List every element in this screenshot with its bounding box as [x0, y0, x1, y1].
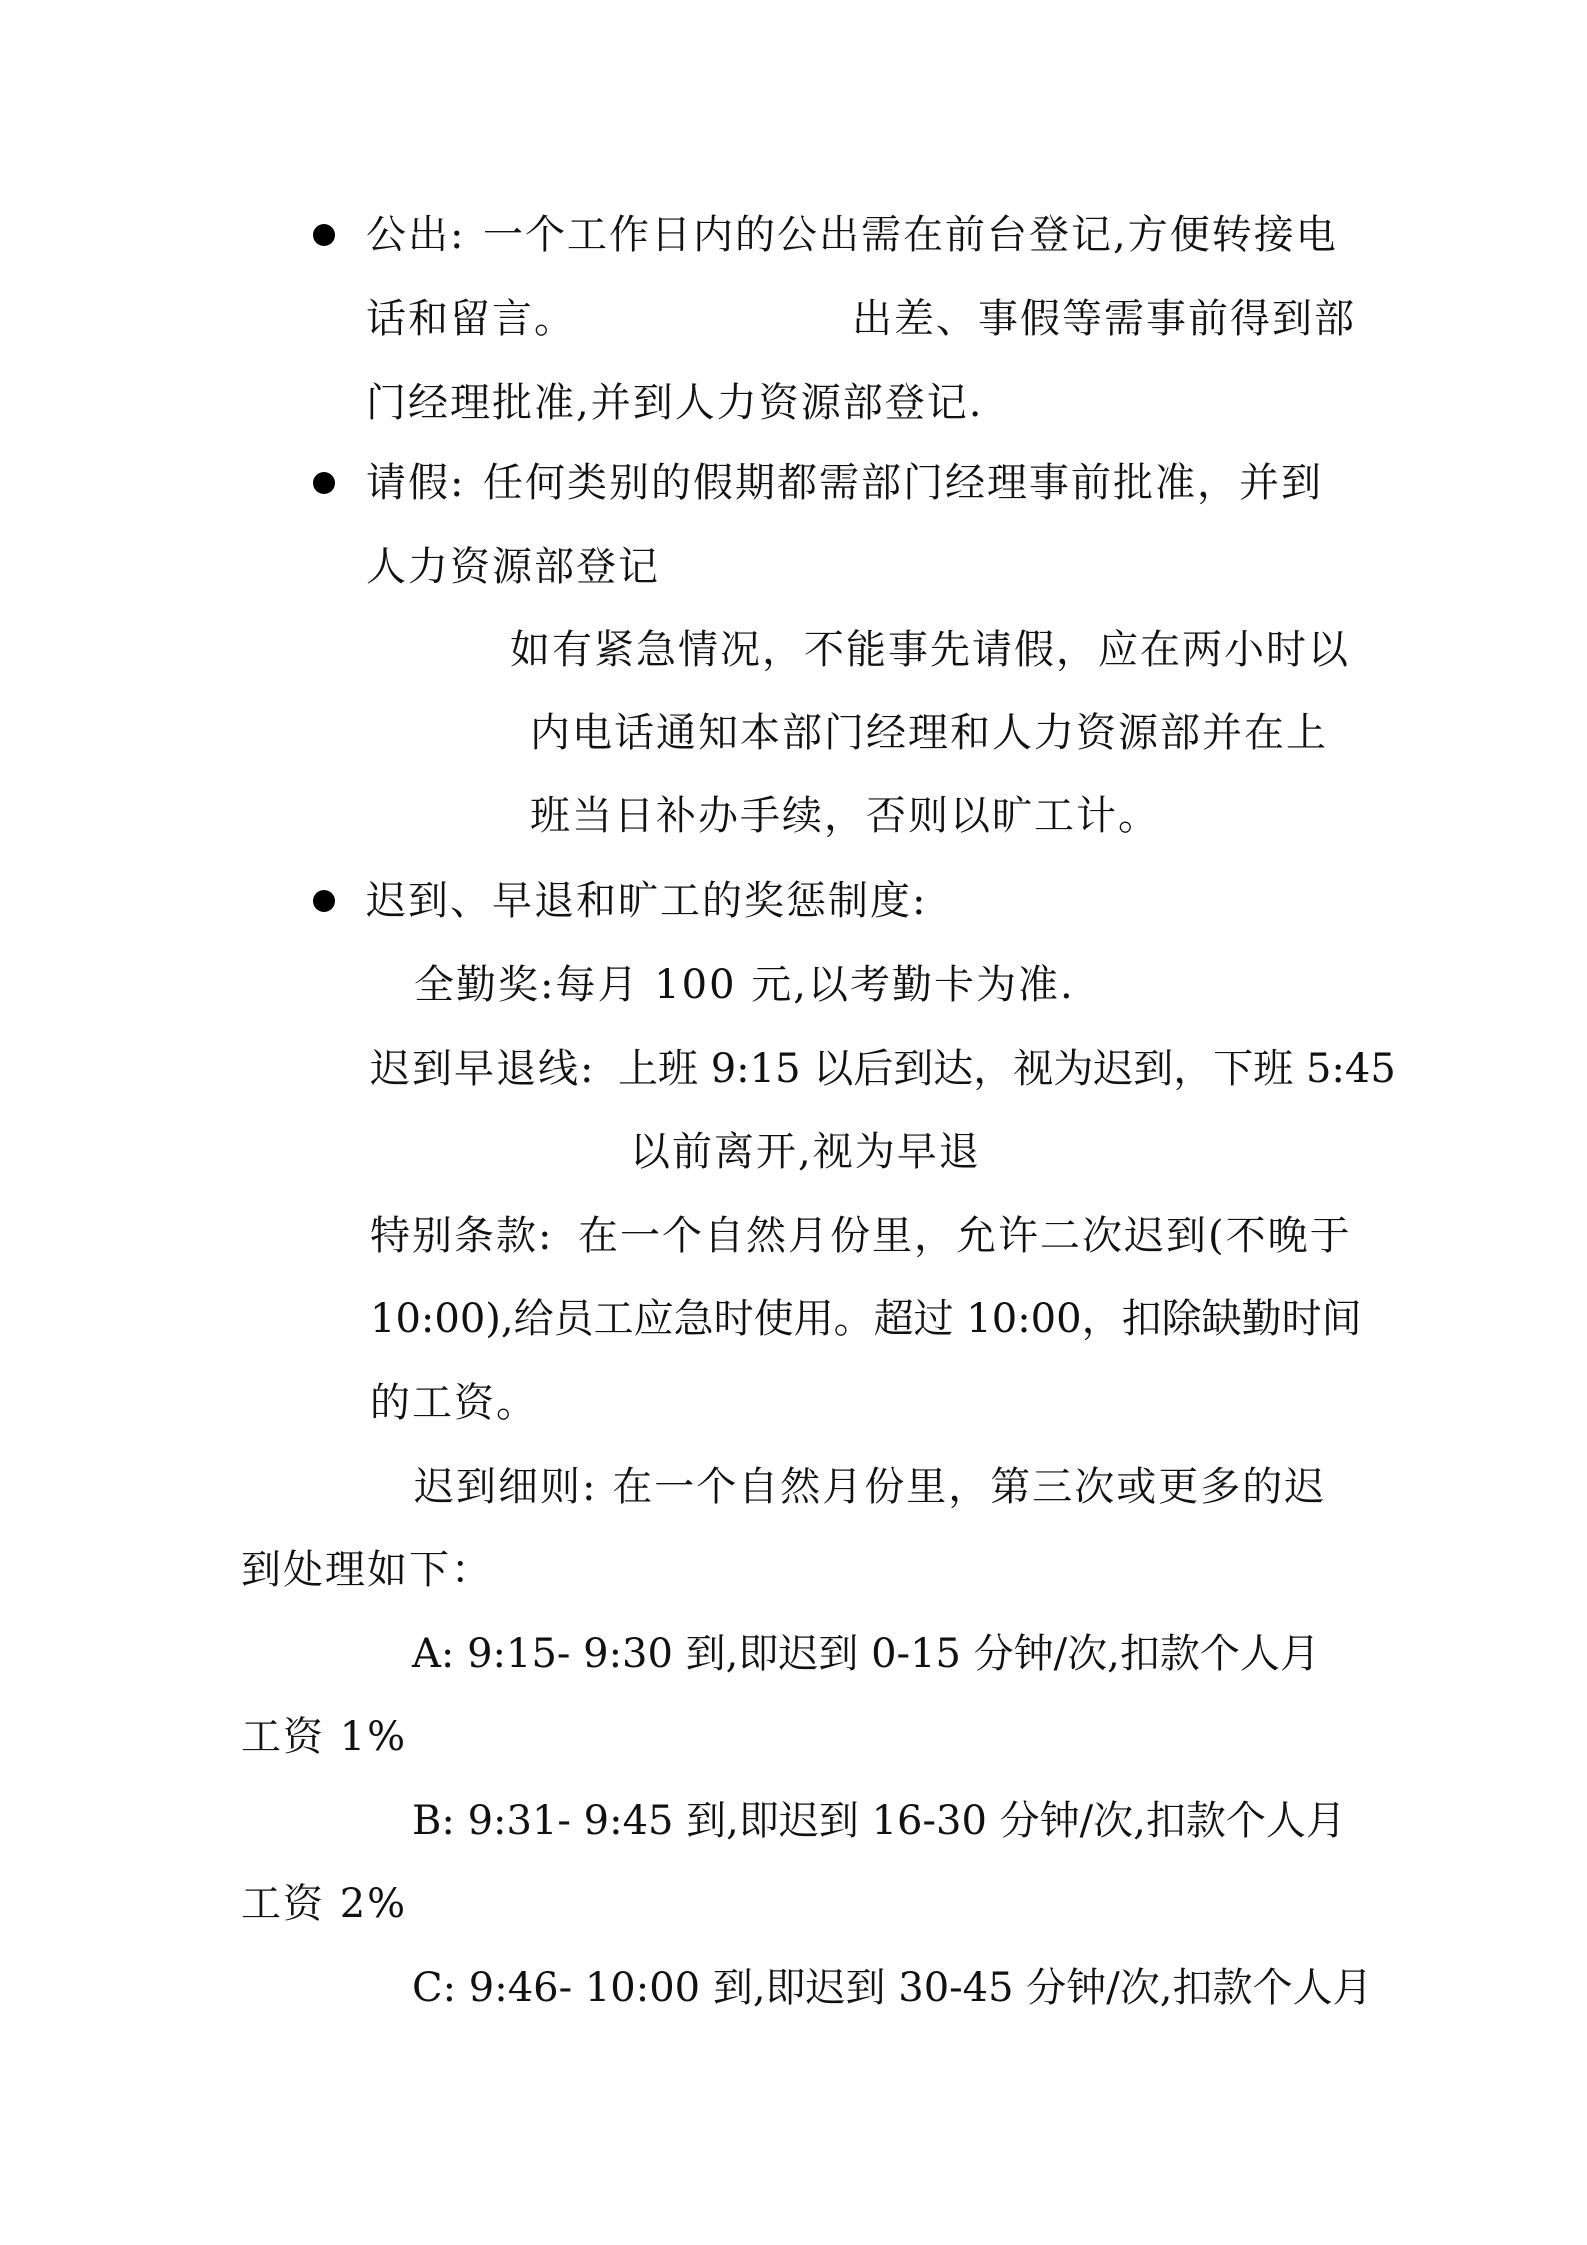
- detail-line1: 迟到细则: 在一个自然月份里，第三次或更多的迟: [414, 1464, 1327, 1510]
- outing-label: 公出:: [366, 212, 466, 258]
- leave-note3: 班当日补办手续，否则以旷工计。: [530, 793, 1160, 839]
- bullet-policy: [313, 890, 335, 912]
- rule-c-line1: C: 9:46- 10:00 到,即迟到 30-45 分钟/次,扣款个人月: [412, 1965, 1373, 2011]
- late-line-text: 上班 9:15 以后到达，视为迟到，下班 5:45: [618, 1046, 1396, 1092]
- rule-b-line1: B: 9:31- 9:45 到,即迟到 16-30 分钟/次,扣款个人月: [412, 1798, 1346, 1844]
- bullet-outing: [313, 224, 335, 246]
- special-line1: 在一个自然月份里，允许二次迟到(不晚于: [578, 1213, 1352, 1259]
- late-line-text2: 以前离开,视为早退: [630, 1129, 981, 1175]
- detail-line2: 到处理如下：: [241, 1547, 493, 1593]
- leave-label: 请假:: [366, 460, 466, 506]
- leave-line1: 任何类别的假期都需部门经理事前批准，并到: [483, 460, 1323, 506]
- full-attendance-bonus: 全勤奖:每月 100 元,以考勤卡为准.: [414, 962, 1075, 1008]
- policy-heading: 迟到、早退和旷工的奖惩制度:: [366, 878, 928, 924]
- rule-a-line1: A: 9:15- 9:30 到,即迟到 0-15 分钟/次,扣款个人月: [412, 1631, 1320, 1677]
- leave-line2: 人力资源部登记: [366, 544, 660, 590]
- outing-line3: 门经理批准,并到人力资源部登记.: [366, 380, 984, 426]
- special-label: 特别条款:: [370, 1213, 554, 1259]
- late-line-label: 迟到早退线:: [370, 1046, 596, 1092]
- leave-note2: 内电话通知本部门经理和人力资源部并在上: [530, 710, 1328, 756]
- outing-line2a: 话和留言。: [366, 296, 576, 342]
- bullet-leave: [313, 472, 335, 494]
- special-line2: 10:00),给员工应急时使用。超过 10:00，扣除缺勤时间: [370, 1296, 1362, 1342]
- outing-line1: 一个工作日内的公出需在前台登记,方便转接电: [483, 212, 1338, 258]
- outing-line2b: 出差、事假等需事前得到部: [852, 296, 1356, 342]
- rule-a-line2: 工资 1%: [241, 1714, 408, 1760]
- rule-b-line2: 工资 2%: [241, 1881, 408, 1927]
- special-line3: 的工资。: [370, 1380, 538, 1426]
- leave-note1: 如有紧急情况，不能事先请假，应在两小时以: [510, 627, 1350, 673]
